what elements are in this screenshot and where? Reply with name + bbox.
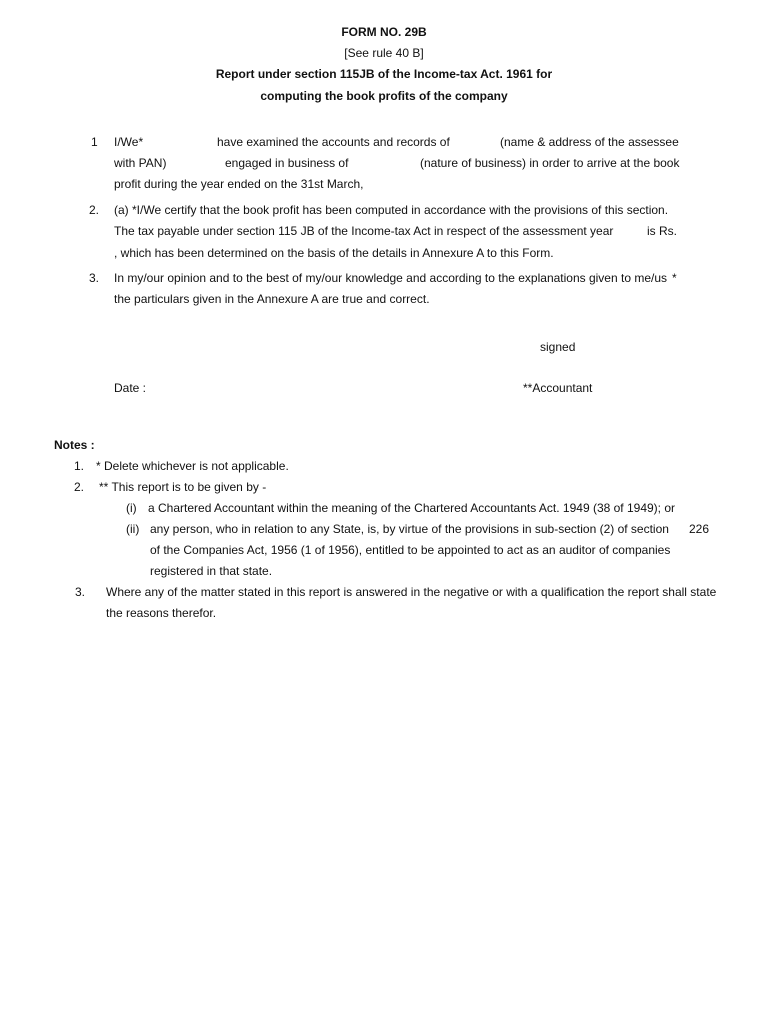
note-2-i-number: (i)	[126, 501, 137, 515]
note-2-ii-line-1: any person, who in relation to any State, is, by virtue of the provisions in sub-section (2) of section	[150, 522, 669, 536]
note-3-number: 3.	[75, 585, 86, 599]
note-1-text: * Delete whichever is not applicable.	[96, 459, 289, 473]
note-1-number: 1.	[74, 459, 85, 473]
note-2-i-text: a Chartered Accountant within the meaning of the Chartered Accountants Act. 1949 (38 of 1949); or	[148, 501, 675, 515]
para-3-line-1a: In my/our opinion and to the best of my/our knowledge and according to the explanations given to me/us	[114, 271, 668, 285]
para-1-line-1c: (name & address of the assessee	[500, 135, 679, 149]
para-3-line-2: the particulars given in the Annexure A are true and correct.	[114, 292, 430, 306]
note-2-text: ** This report is to be given by -	[99, 480, 267, 494]
note-2-number: 2.	[74, 480, 85, 494]
note-2-ii-number: (ii)	[126, 522, 140, 536]
notes-heading: Notes :	[54, 438, 95, 452]
form-title-line-1: Report under section 115JB of the Income-tax Act. 1961 for	[215, 67, 553, 81]
para-1-number: 1	[91, 135, 98, 149]
rule-reference: [See rule 40 B]	[344, 46, 424, 60]
para-2-line-2a: The tax payable under section 115 JB of the Income-tax Act in respect of the assessment year	[114, 224, 614, 238]
para-3-line-1b: *	[672, 271, 677, 285]
para-2-line-2b: is Rs.	[647, 224, 677, 238]
note-2-ii-section-number: 226	[689, 522, 710, 536]
note-3-line-1: Where any of the matter stated in this report is answered in the negative or with a qualification the report shall state	[106, 585, 717, 599]
para-2-number: 2.	[89, 203, 100, 217]
accountant-label: **Accountant	[523, 381, 593, 395]
para-3-number: 3.	[89, 271, 100, 285]
para-1-line-1b: have examined the accounts and records of	[217, 135, 450, 149]
note-2-ii-line-2: of the Companies Act, 1956 (1 of 1956), entitled to be appointed to act as an auditor of companies	[150, 543, 671, 557]
para-1-line-2a: with PAN)	[114, 156, 167, 170]
para-2-line-3: , which has been determined on the basis of the details in Annexure A to this Form.	[114, 246, 554, 260]
para-1-line-1a: I/We*	[114, 135, 144, 149]
para-1-line-3: profit during the year ended on the 31st March,	[114, 177, 364, 191]
note-3-line-2: the reasons therefor.	[106, 606, 217, 620]
note-2-ii-line-3: registered in that state.	[150, 564, 273, 578]
form-title-line-2: computing the book profits of the company	[260, 89, 508, 103]
form-number: FORM NO. 29B	[341, 25, 427, 39]
signed-label: signed	[540, 340, 576, 354]
para-1-line-2c: (nature of business) in order to arrive at the book	[420, 156, 680, 170]
para-1-line-2b: engaged in business of	[225, 156, 349, 170]
para-2-line-1: (a) *I/We certify that the book profit has been computed in accordance with the provisions of this section.	[114, 203, 669, 217]
date-label: Date :	[114, 381, 147, 395]
